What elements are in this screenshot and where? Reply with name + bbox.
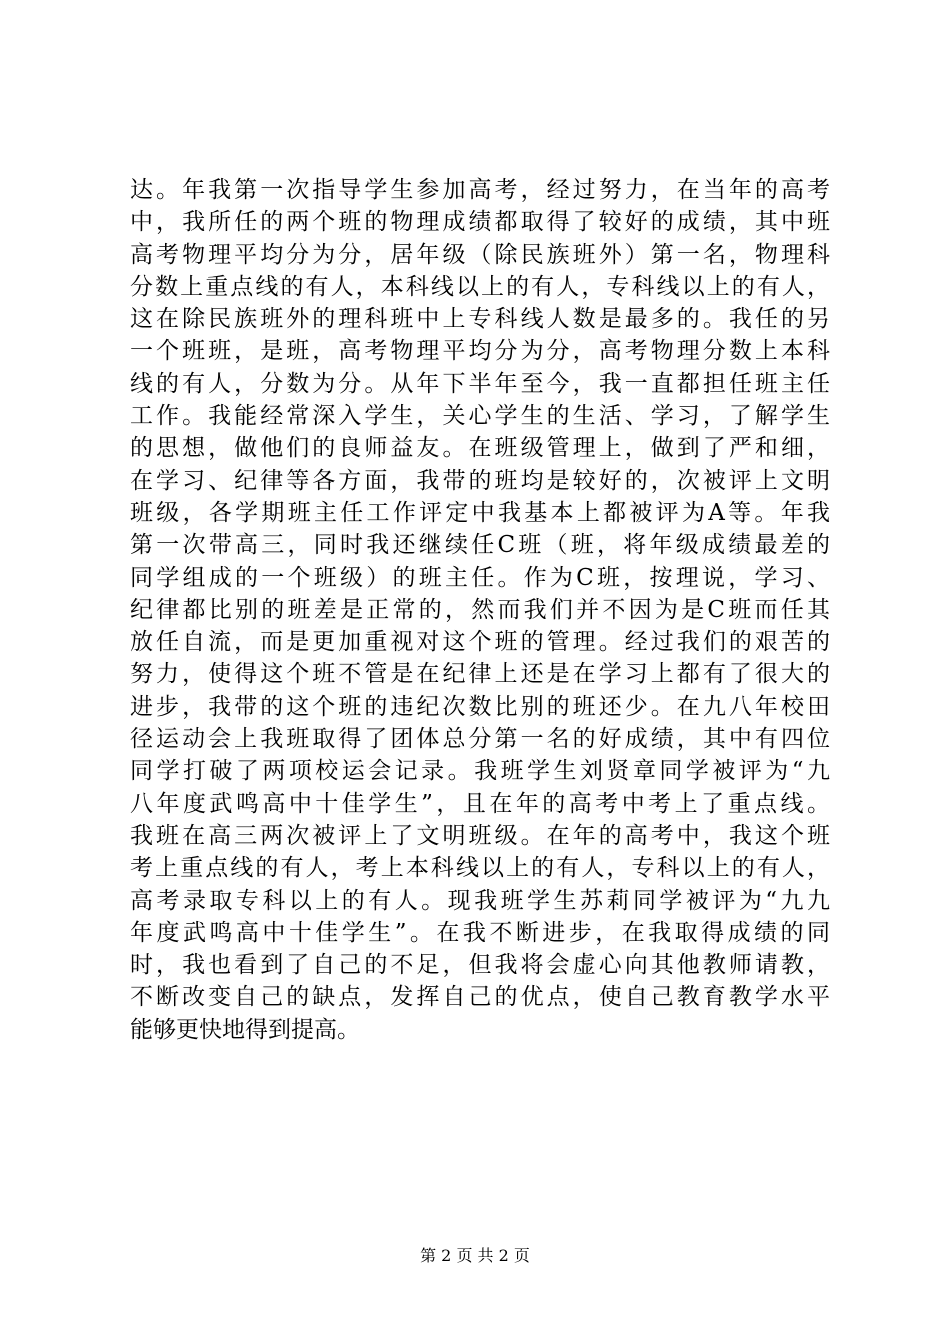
body-paragraph bbox=[130, 174, 830, 1046]
text-line: 径运动会上我班取得了团体总分第一名的好成绩，其中有四位 bbox=[130, 726, 830, 753]
text-line: 同学打破了两项校运会记录。我班学生刘贤章同学被评为“九 bbox=[130, 758, 830, 785]
text-line: 我班在高三两次被评上了文明班级。在年的高考中，我这个班 bbox=[130, 822, 830, 849]
text-line: 在学习、纪律等各方面，我带的班均是较好的，次被评上文明 bbox=[130, 467, 830, 494]
text-line: 第一次带高三，同时我还继续任C班（班，将年级成绩最差的 bbox=[130, 532, 830, 559]
text-line: 不断改变自己的缺点，发挥自己的优点，使自己教育教学水平 bbox=[130, 984, 830, 1011]
text-line: 考上重点线的有人，考上本科线以上的有人，专科以上的有人， bbox=[130, 855, 830, 882]
text-line: 高考物理平均分为分，居年级（除民族班外）第一名，物理科 bbox=[130, 241, 830, 268]
text-line: 一个班班，是班，高考物理平均分为分，高考物理分数上本科 bbox=[130, 338, 830, 365]
page-number-label: 第 2 页 共 2 页 bbox=[420, 1246, 530, 1265]
text-line: 线的有人，分数为分。从年下半年至今，我一直都担任班主任 bbox=[130, 370, 830, 397]
text-line: 时，我也看到了自己的不足，但我将会虚心向其他教师请教， bbox=[130, 952, 830, 979]
text-line: 纪律都比别的班差是正常的，然而我们并不因为是C班而任其 bbox=[130, 596, 830, 623]
text-line: 的思想，做他们的良师益友。在班级管理上，做到了严和细， bbox=[130, 435, 830, 462]
text-line: 高考录取专科以上的有人。现我班学生苏莉同学被评为“九九 bbox=[130, 887, 830, 914]
text-line: 努力，使得这个班不管是在纪律上还是在学习上都有了很大的 bbox=[130, 661, 830, 688]
text-line: 同学组成的一个班级）的班主任。作为C班，按理说，学习、 bbox=[130, 564, 830, 591]
text-line: 八年度武鸣高中十佳学生”，且在年的高考中考上了重点线。 bbox=[130, 790, 830, 817]
text-line: 中，我所任的两个班的物理成绩都取得了较好的成绩，其中班 bbox=[130, 209, 830, 236]
text-line: 年度武鸣高中十佳学生”。在我不断进步，在我取得成绩的同 bbox=[130, 919, 830, 946]
text-line: 达。年我第一次指导学生参加高考，经过努力，在当年的高考 bbox=[130, 177, 830, 203]
text-line: 班级，各学期班主任工作评定中我基本上都被评为A等。年我 bbox=[130, 499, 830, 526]
text-line: 放任自流，而是更加重视对这个班的管理。经过我们的艰苦的 bbox=[130, 629, 830, 656]
text-line: 进步，我带的这个班的违纪次数比别的班还少。在九八年校田 bbox=[130, 693, 830, 720]
text-line: 分数上重点线的有人，本科线以上的有人，专科线以上的有人， bbox=[130, 273, 830, 300]
text-line: 工作。我能经常深入学生，关心学生的生活、学习，了解学生 bbox=[130, 403, 830, 430]
page-footer bbox=[0, 1244, 950, 1268]
text-line: 这在除民族班外的理科班中上专科线人数是最多的。我任的另 bbox=[130, 306, 830, 333]
text-line: 能够更快地得到提高。 bbox=[130, 1016, 360, 1043]
